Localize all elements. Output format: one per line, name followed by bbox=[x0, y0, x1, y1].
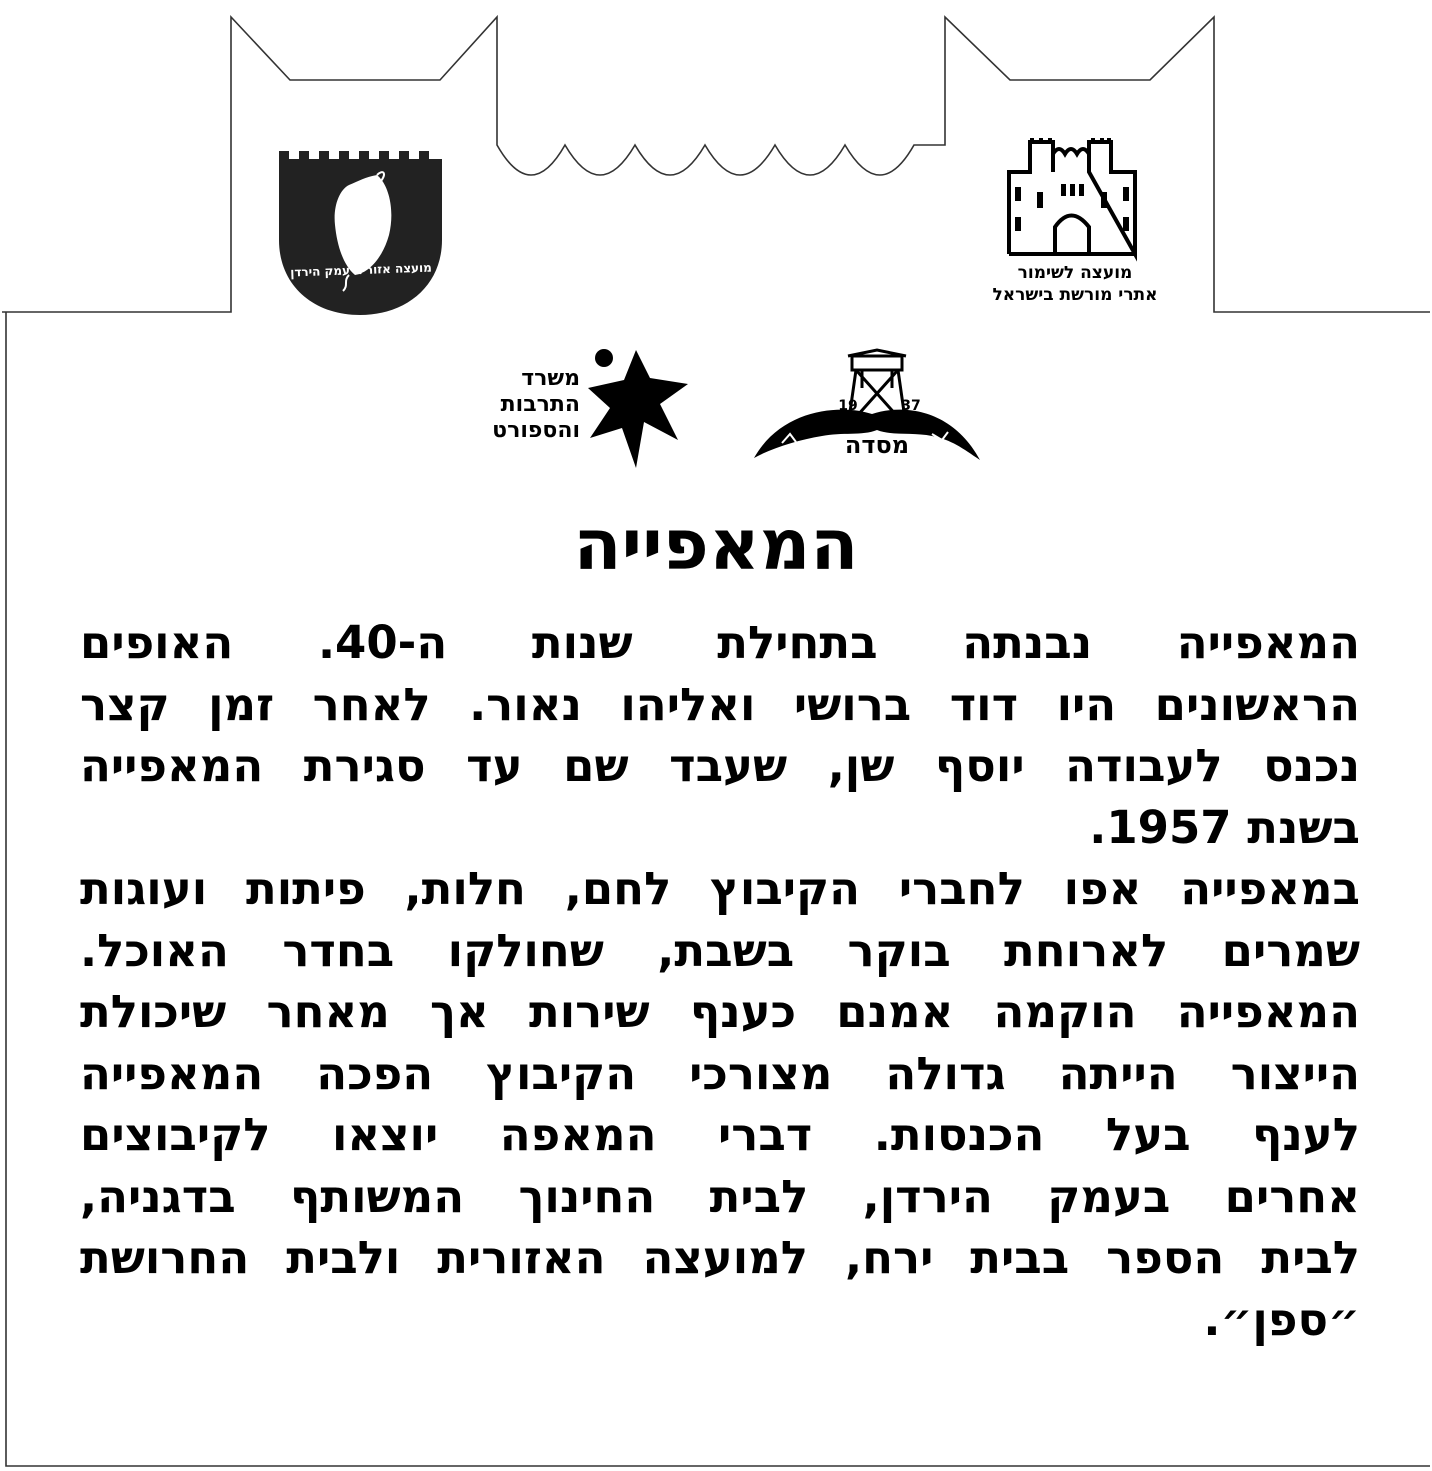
masada-year-left: 19 bbox=[838, 398, 858, 414]
masada-year-right: 37 bbox=[901, 398, 921, 414]
page-title: המאפייה bbox=[573, 504, 859, 586]
regional-council-arc-text: מועצה אזורית עמק הירדן bbox=[289, 260, 433, 280]
body-line: אחרים בעמק הירדן, לבית החינוך המשותף בדגניה, bbox=[80, 1169, 1360, 1223]
culture-ministry-logo bbox=[462, 348, 697, 473]
culture-ministry-line1: משרד bbox=[521, 366, 580, 391]
body-line: במאפייה אפו לחברי הקיבוץ לחם, חלות, פיתות ועוגות bbox=[80, 862, 1360, 915]
shield-icon bbox=[277, 145, 444, 317]
castle-icon bbox=[975, 132, 1175, 262]
body-line: ״ספן״. bbox=[1203, 1292, 1360, 1346]
body-line: המאפייה נבנתה בתחילת שנות ה-40. האופים bbox=[80, 616, 1360, 669]
body-line: בשנת 1957. bbox=[1089, 800, 1360, 854]
body-line: הראשונים היו דוד ברושי ואליהו נאור. לאחר זמן קצר bbox=[80, 677, 1360, 731]
culture-ministry-line2: התרבות bbox=[500, 392, 580, 417]
body-line: לבית הספר בבית ירח, למועצה האזורית ולבית החרושת bbox=[80, 1231, 1360, 1284]
body-line: נכנס לעבודה יוסף שן, שעבד שם עד סגירת המאפייה bbox=[80, 739, 1360, 792]
body-line: לענף בעל הכנסות. דברי המאפה יוצאו לקיבוצים bbox=[80, 1108, 1360, 1161]
body-line: המאפייה הוקמה אמנם כענף שירות אך מאחר שיכולת bbox=[80, 985, 1360, 1038]
star-figure-icon bbox=[584, 348, 694, 470]
masada-name: מסדה bbox=[844, 431, 910, 459]
culture-ministry-line3: והספורט bbox=[492, 418, 580, 443]
preservation-council-line1: מועצה לשימור bbox=[1017, 263, 1133, 283]
preservation-council-logo bbox=[975, 132, 1175, 312]
body-text bbox=[80, 612, 1360, 1350]
masada-logo bbox=[752, 348, 982, 473]
preservation-council-line2: אתרי מורשת בישראל bbox=[992, 285, 1158, 305]
body-line: הייצור הייתה גדולה מצורכי הקיבוץ הפכה המאפייה bbox=[80, 1046, 1360, 1100]
regional-council-logo bbox=[277, 145, 444, 317]
body-line: שמרים לארוחת בוקר בשבת, שחולקו בחדר האוכל. bbox=[80, 923, 1360, 977]
